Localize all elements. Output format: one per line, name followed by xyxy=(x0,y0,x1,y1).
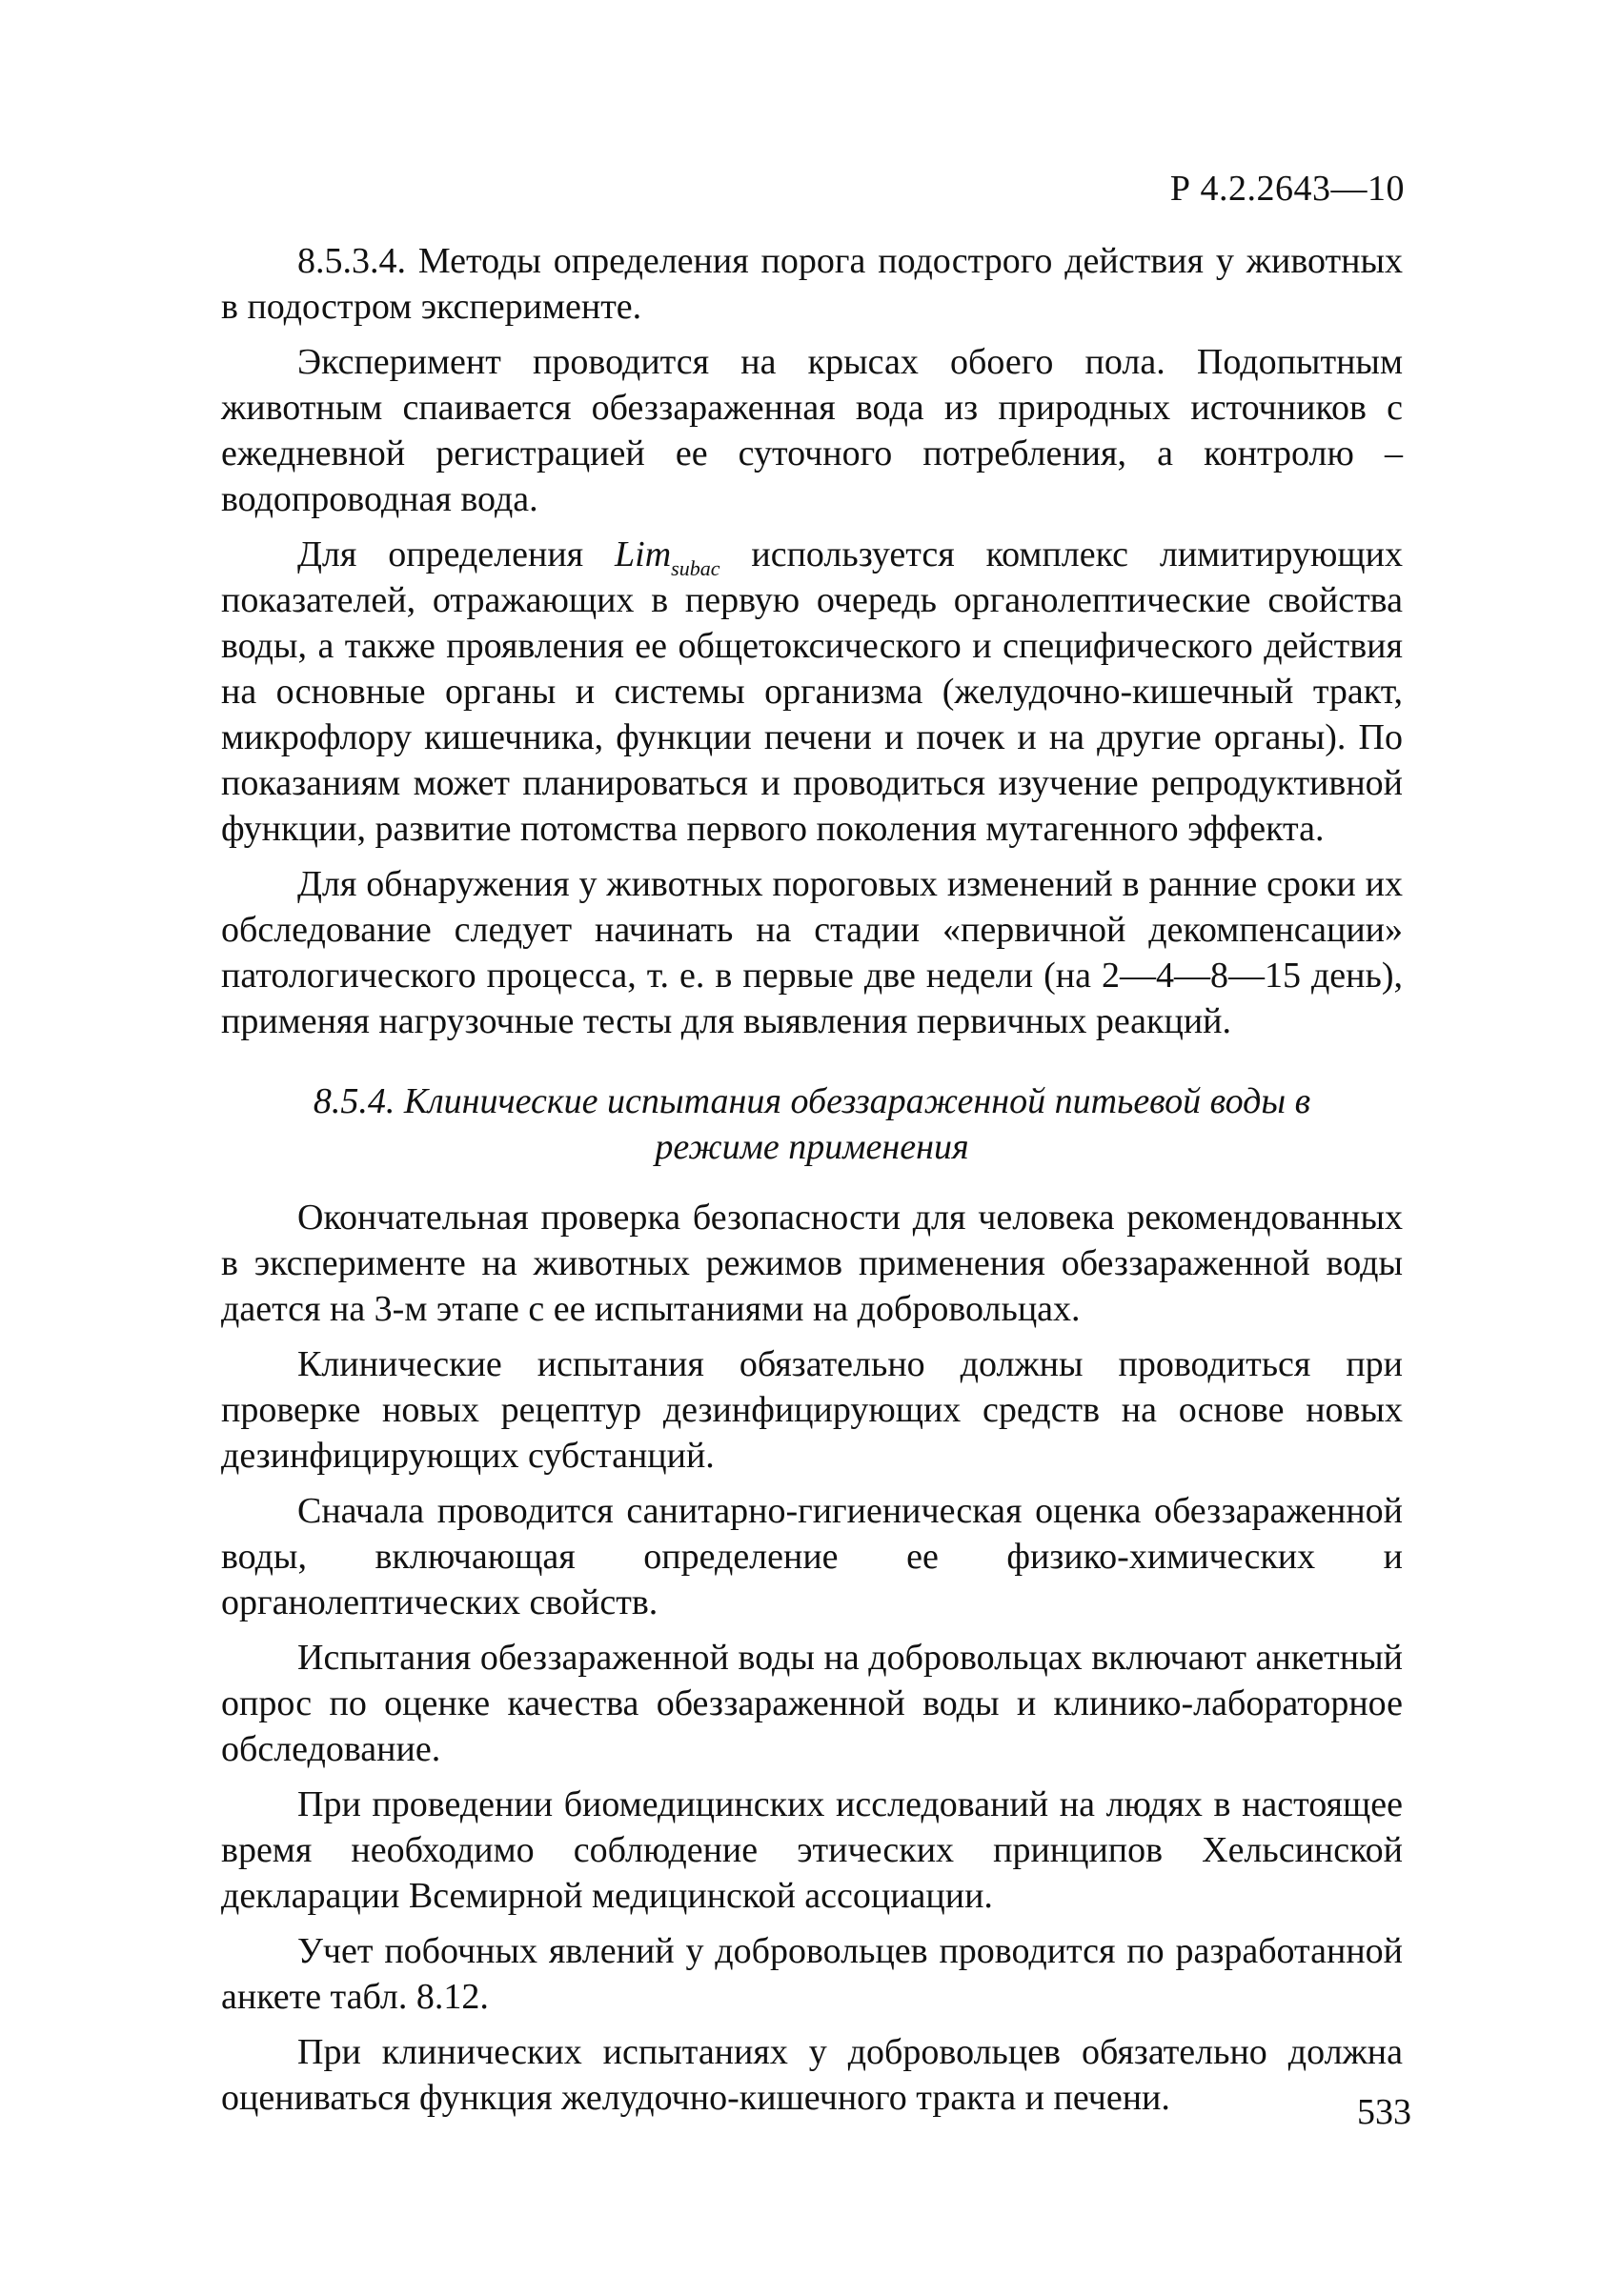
paragraph-final-check: Окончательная проверка безопасности для человека рекомендованных в эксперименте на животных режимов применения обеззараженной воды дается на 3-м этапе с ее испытаниями на добровольцах. xyxy=(221,1198,1403,1329)
paragraph-lim-pre: Для определения xyxy=(297,534,616,574)
document-code: Р 4.2.2643—10 xyxy=(1169,169,1405,209)
paragraph-ethics: При проведении биомедицинских исследований на людях в настоящее время необходимо соблюдение этических принципов Хельсинской декларации Всемирной медицинской ассоциации. xyxy=(221,1784,1403,1916)
paragraph-8534-title: 8.5.3.4. Методы определения порога подострого действия у животных в подостром эксперименте. xyxy=(221,241,1403,327)
paragraph-lim-post: используется комплекс лимитирующих показателей, отражающих в первую очередь органолептические свойства воды, а также проявления ее общетоксического и специфического действия на основные органы и системы организма (желудочно-кишечный тракт, микрофлору кишечника, функции печени и почек и на другие органы). По показаниям может планироваться и проводиться изучение репродуктивной функции, развитие потомства первого поколения мутагенного эффекта. xyxy=(221,534,1403,849)
page-number: 533 xyxy=(1357,2092,1411,2132)
paragraph-volunteer-trials: Испытания обеззараженной воды на добровольцах включают анкетный опрос по оценке качества обеззараженной воды и клинико-лабораторное обследование. xyxy=(221,1638,1403,1769)
paragraph-threshold-changes: Для обнаружения у животных пороговых изменений в ранние сроки их обследование следует начинать на стадии «первичной декомпенсации» патологического процесса, т. е. в первые две недели (на 2—4—8—15 день), применяя нагрузочные тесты для выявления первичных реакций. xyxy=(221,864,1403,1041)
paragraph-experiment: Эксперимент проводится на крысах обоего пола. Подопытным животным спаивается обеззараженная вода из природных источников с ежедневной регистрацией ее суточного потребления, а контролю – водопроводная вода. xyxy=(221,342,1403,519)
body-text xyxy=(221,238,1403,2130)
paragraph-lim-subac xyxy=(221,532,1403,852)
lim-subscript: subac xyxy=(671,556,720,580)
lim-symbol: Lim xyxy=(615,534,672,574)
section-heading-854: 8.5.4. Клинические испытания обеззараженной питьевой воды в режиме применения xyxy=(313,1081,1311,1167)
paragraph-gi-liver: При клинических испытаниях у добровольцев обязательно должна оцениваться функция желудочно-кишечного тракта и печени. xyxy=(221,2032,1403,2118)
paragraph-side-effects: Учет побочных явлений у добровольцев проводится по разработанной анкете табл. 8.12. xyxy=(221,1931,1403,2017)
paragraph-clinical-trials: Клинические испытания обязательно должны проводиться при проверке новых рецептур дезинфицирующих средств на основе новых дезинфицирующих субстанций. xyxy=(221,1344,1403,1476)
paragraph-sanitary-assessment: Сначала проводится санитарно-гигиеническая оценка обеззараженной воды, включающая определение ее физико-химических и органолептических свойств. xyxy=(221,1491,1403,1622)
